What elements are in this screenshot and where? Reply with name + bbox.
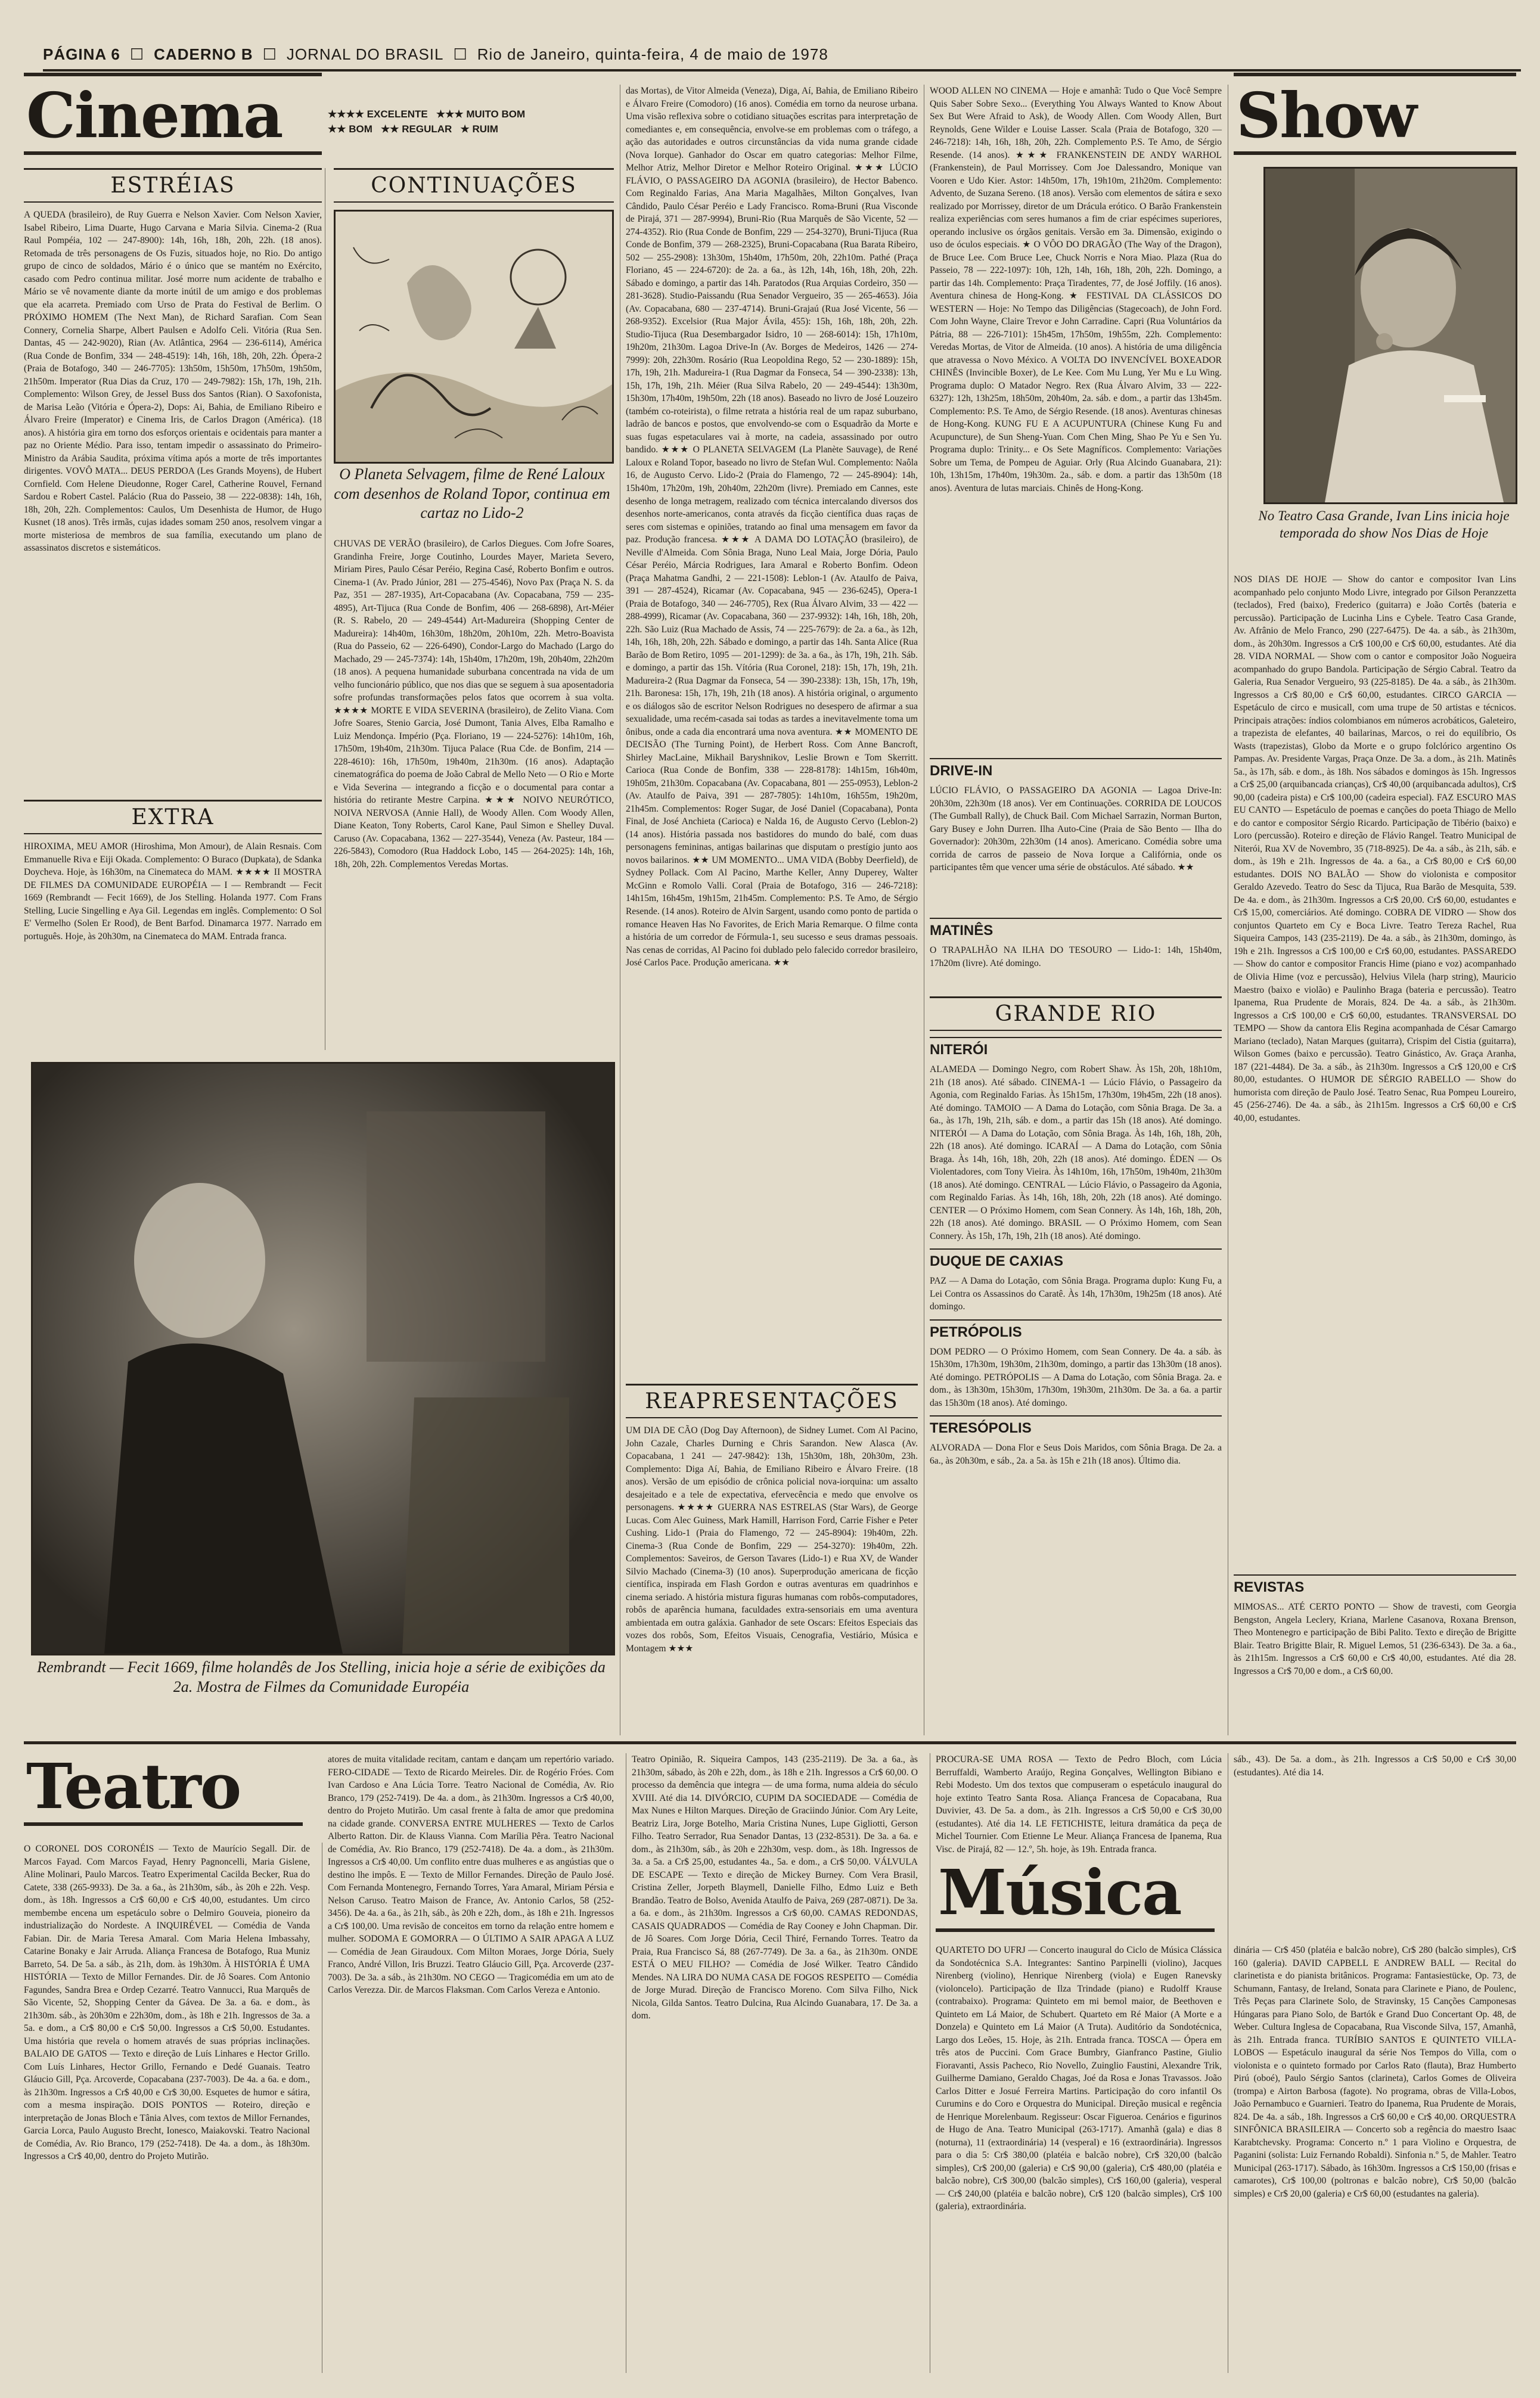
drivein-text: LÚCIO FLÁVIO, O PASSAGEIRO DA AGONIA — Lagoa Drive-In: 20h30m, 22h30m (18 anos). Ver em Continuações. CORRIDA DE LOUCOS (The Gumball Rally), de Chuck Bail. Com Michael Sarrazin, Norman Burton, Gary Busey e John Durren. Ilha Auto-Cine (Praia de São Bento — Ilha do Governador): 20h30m, 22h30m (14 anos). Americano. Comédia sobre uma corrida de carros de passeio de Nova Iorque a Califórnia, onde os participantes têm que vencer uma série de obstáculos. Até sábado. ★★ (930, 785, 1222, 873)
teresopolis-heading: TERESÓPOLIS (930, 1415, 1222, 1437)
reprises-heading: REAPRESENTAÇÕES (626, 1384, 918, 1418)
reprises-text: UM DIA DE CÃO (Dog Day Afternoon), de Sidney Lumet. Com Al Pacino, John Cazale, Charles Durning e Chris Sarandon. New Alasca (Av. Copacabana, 1 241 — 247-9842): 13h, 15h30m, 18h, 20h30m, 23h. Complemento: Diga Aí, Bahia, de Emiliano Ribeiro e Álvaro Freire. (18 anos). Versão de um episódio de crônica policial nova-iorquina: um assalto desajeitado e a tele de expectativa, efervecência e medo que envolve os personagens. ★★★★ GUERRA NAS ESTRELAS (Star Wars), de George Lucas. Com Alec Guiness, Mark Hamill, Harrison Ford, Carrie Fisher e Peter Cushing. Lido-1 (Praia do Flamengo, 72 — 245-8904): 19h40m, 22h. Cinema-3 (Rua Conde de Bonfim, 229 — 254-3270): 19h40m, 22h. Complementos: Saveiros, de Gerson Tavares (Lido-1) e Rua XV, de Wander Silvio Machado (Cinema-3) (10 anos). Superprodução americana de ficção científica, inspirada em Flash Gordon e outras aventuras em quadrinhos e cinema seriado. A história mistura figuras humanas com robôs-computadores, robôs de aparência humana, faculdades extra-sensoriais em uma aventura ambientada em outra galáxia. Ganhador de sete Oscars: Efeitos Especiais das vozes dos robôs, Som, Efeitos Visuais, Cenografia, Vestiário, Música e Montagem ★★★ (626, 1425, 918, 1654)
teatro-title: Teatro (24, 1747, 303, 1826)
grande-rio-heading: GRANDE RIO (930, 996, 1222, 1031)
estreias-heading: ESTRÉIAS (24, 168, 322, 203)
show-column (1234, 573, 1516, 1568)
musica-title: Música (936, 1855, 1215, 1932)
revistas-text: MIMOSAS... ATÉ CERTO PONTO — Show de travesti, com Georgia Bengston, Angela Leclery, Kriana, Marlene Casanova, Roxana Brenson, Theo Montenegro e participação de Bibi Palito. Texto e direção de Brigitte Blair. Teatro Brigitte Blair, R. Miguel Lemos, 51 (236-6343). De 3a. a 6a., às 21h15m. Ingressos a Cr$ 60,00 e Cr$ 40,00, estudantes. Até dia 28. Ingressos a Cr$ 70,00 e dom., a Cr$ 60,00. (1234, 1602, 1516, 1676)
teatro-col-5 (1234, 1753, 1516, 1825)
caxias-heading: DUQUE DE CAXIAS (930, 1248, 1222, 1270)
section-divider (24, 1741, 1516, 1744)
matinees-block (930, 912, 1222, 983)
musica-text-1: QUARTETO DO UFRJ — Concerto inaugural do Ciclo de Música Clássica da Sondotécnica S.A. Integrantes: Santino Parpinelli (violino), Jacques Nirenberg (violino), Henrique Nirenberg (viola) e Eugen Ranevsky (violoncelo). Participação de Ilza Trindade (piano) e Rudolff Krause (contrabaixo). Programa: Quinteto em mi bemol maior, de Beethoven e Quinteto em Lá Maior, de Schubert. Quarteto em Ré Maior (A Morte e a Donzela) e Quinteto em Lá Maior (A Truta). Auditório da Sondotécnica, Largo dos Leões, 15. Hoje, às 21h. Entrada franca. TOSCA — Ópera em três atos de Puccini. Com Grace Bumbry, Gianfranco Pastine, Giulio Fioravanti, Assis Pacheco, Rio Novello, Zuinglio Faustini, Alexandre Trik, Guilherme Damiano, Geraldo Chagas, Joé da Rosa e Jonas Travassos. João Carlos Ditter e Josué Ferreira Martins. Participação do coro infantil Os Curumins e do Coro e Orquestra do Municipal. Direção musical e regência de Henrique Morelenbaum. Regisseur: Oscar Figueroa. Cenários e figurinos de Hugo de Ana. Teatro Municipal (263-1717). Amanhã (gala) e dias 8 (noturna), 11 (extraordinária) 14 (vesperal) e 16 (extraordinária). Ingressos para o dia 5: Cr$ 380,00 (platéia e balcão nobre), Cr$ 320,00 (balcão simples), Cr$ 200,00 (galeria) e Cr$ 90,00 (galeria), Cr$ 480,00 (platéia e balcão nobre), Cr$ 300,00 (balcão simples), Cr$ 160,00 (galeria), vesperal — Cr$ 240,00 (platéia e balcão nobre), Cr$ 120 (balcão simples), Cr$ 100 (galeria), extraordinária. (936, 1945, 1222, 2212)
show-masthead (1234, 73, 1516, 156)
continuacoes-text: CHUVAS DE VERÃO (brasileiro), de Carlos Diegues. Com Jofre Soares, Grandinha Freire, Jorge Coutinho, Lourdes Mayer, Marieta Severo, Miriam Pires, Paulo César Peréio, Regina Casé, Roberto Bonfim e outros. Cinema-1 (Av. Prado Júnior, 281 — 275-4546), Novo Pax (Praça N. S. da Paz, 351 — 287-1935), Art-Copacabana (Av. Copacabana, 759 — 235-4895), Art-Tijuca (Rua Conde de Bonfim, 406 — 268-6898), Art-Méier (R. S. Rabelo, 20 — 249-4544) Art-Madureira (Shopping Center de Madureira): 14h40m, 16h30m, 18h20m, 20h10m, 22h. Metro-Boavista (Rua do Passeio, 62 — 226-6490), Condor-Largo do Machado (Largo do Machado, 29 — 245-7374): 14h, 15h40m, 17h20m, 19h, 20h40m, 22h20m (18 anos). A pequena humanidade suburbana concentrada na vida de um velho funcionário público, que nos dias que se seguem à sua aposentadoria sofre profundas transformações pelos fatos que ocorrem à sua volta. ★★★★ MORTE E VIDA SEVERINA (brasileiro), de Zelito Viana. Com Jofre Soares, Stenio Garcia, José Dumont, Tania Alves, Elba Ramalho e Luiz Mendonça. Império (Pça. Floriano, 19 — 224-5276): 14h10m, 16h, 17h50m, 19h40m, 21h30m. Tijuca Palace (Rua Cde. de Bonfim, 214 — 228-4610): 16h, 17h50m, 19h40m, 21h30m. (16 anos). Adaptação cinematográfica do poema de João Cabral de Mello Neto — O Rio e Morte e Vida Severina — integrando a ficção e o documental para contar a história do retirante Mestre Carpina. ★★★ NOIVO NEURÓTICO, NOIVA NERVOSA (Annie Hall), de Woody Allen. Com Woody Allen, Diane Keaton, Tony Roberts, Carol Kane, Paul Simon e Shelley Duval. Caruso (Av. Copacabana, 1362 — 227-3544), Veneza (Av. Pasteur, 184 — 226-5843), Comodoro (Rua Haddock Lobo, 145 — 264-2025): 14h, 16h, 18h, 20h, 22h. Complementos Veredas Mortas. (334, 539, 614, 869)
estreias-text: A QUEDA (brasileiro), de Ruy Guerra e Nelson Xavier. Com Nelson Xavier, Isabel Ribeiro, Lima Duarte, Hugo Carvana e Maria Silvia. Cinema-2 (Rua Raul Pompéia, 102 — 247-8900): 14h, 16h, 18h, 20h, 22h. (18 anos). Retomada de três personagens de Os Fuzis, situados hoje, no Rio. Do antigo grupo de cinco de soldados, Mário é o único que se mantém no Exército, casado com Pedro continua militar. José morre num acidente de trabalho e Mário se vê novamente diante da morte inútil de um amigo e dos problemas que ela acarreta. Premiado com Urso de Prata do Festival de Berlim. O PRÓXIMO HOMEM (The Next Man), de Richard Sarafian. Com Sean Connery, Cornelia Sharpe, Albert Paulsen e Adolfo Celi. Vitória (Rua Sen. Dantas, 45 — 242-9020), Rian (Av. Atlântica, 2964 — 236-6114), América (Rua Conde de Bonfim, 334 — 248-4519): 14h, 16h, 18h, 20h, 22h. Ópera-2 (Praia de Botafogo, 340 — 246-7705): 13h50m, 15h50m, 17h50m, 19h50m, 21h50m. Imperator (Rua Dias da Cruz, 170 — 249-7982): 15h, 17h, 19h, 21h. Complemento: Wilson Grey, de Jessel Buss dos Santos (Rian). O Saxofonista, de Marisa Leão (Vitória e Ópera-2), Dops: Ai, Bahia, de Emiliano Ribeiro e Álvaro Freire (Imperator) e Cinema Iris, de Carlos Dragon (América). (18 anos). A história gira em torno dos esforços orientais e ocidentais para manter a paz no Oriente Médio. Para isso, tentam impedir o assassinato do Primeiro-Ministro da Arábia Saudita, próxima vítima após a morte de três importantes dirigentes. VOVÔ MATA... DEUS PERDOA (Les Grands Moyens), de Hubert Cornfield. Com Helene Dieudonne, Roger Carel, Catherine Rouvel, Fernand Sardou e Robert Castel. Palácio (Rua do Passeio, 38 — 222-0838): 14h, 16h, 18h, 20h, 22h. Complementos: Caulos, Um Desenhista de Humor, de Hugo Kusnet (18 anos). Três irmãs, cujas idades somam 250 anos, resolvem vingar a morte misteriosa de membros de sua família, executando um plano de assassinatos discretos e sistemáticos. (24, 210, 322, 554)
petropolis-text: DOM PEDRO — O Próximo Homem, com Sean Connery. De 4a. a sáb. às 15h30m, 17h30m, 19h30m, 21h30m, domingo, a partir das 13h30m (18 anos). Até domingo. PETRÓPOLIS — A Dama do Lotação, com Sônia Braga. 2a. e dom., às 13h30m, 15h30m, 17h30m, 19h30m, 21h30m. De 3a. a 6a. a partir das 15h30m (18 anos). Até domingo. (930, 1346, 1222, 1408)
continuacoes-heading: CONTINUAÇÕES (334, 168, 614, 203)
teatro-text-5: sáb., 43). De 5a. a dom., às 21h. Ingressos a Cr$ 50,00 e Cr$ 30,00 (estudantes). Até dia 14. (1234, 1754, 1516, 1778)
musica-text-2: dinária — Cr$ 450 (platéia e balcão nobre), Cr$ 280 (balcão simples), Cr$ 160 (galeria). DAVID CAPBELL E ANDREW BALL — Recital do clarinetista e do pianista britânicos. Programa: Fantasiestücke, Op. 73, de Schumann, Fantasy, de Ireland, Sonata para Clarinete e Piano, de Poulenc, Três Peças para Clarinete Solo, de Stravinsky, 15 Canções Camponesas Húngaras para Piano Solo, de Bartók e Grand Duo Concertant Op. 48, de Weber. Cultura Inglesa de Copacabana, Rua Visconde Silva, 157, Amanhã, às 21h. Entrada franca. TURÍBIO SANTOS E QUINTETO VILLA-LOBOS — Espetáculo inaugural da série Nos Tempos do Villa, com o violonista e o quinteto formado por Carlos Rato (flauta), Braz Humberto Pirú (oboé), Paulo Sérgio Santos (clarineta), Carlos Gomes de Oliveira (trompa) e Airton Barbosa (fagote). No programa, obras de Villa-Lobos, João Pernambuco e Guarnieri. Teatro do Ipanema, Rua Prudente de Morais, 824. De 4a. a sáb., 18h. Ingressos a Cr$ 60,00 e Cr$ 40,00. ORQUESTRA SINFÔNICA BRASILEIRA — Concerto sob a regência do maestro Isaac Karabtchevsky. Programa: Concerto n.º 1 para Violino e Orquestra, de Paganini (solista: Luiz Fernando Robaldi). Sinfonia n.º 5, de Mahler. Teatro Municipal (263-1717). Sábado, às 16h30m. Ingressos a Cr$ 150,00 (frisas e camarotes), Cr$ 100,00 (poltronas e balcão nobre), Cr$ 50,00 (balcão simples) e Cr$ 20,00 (galeria) e Cr$ 60,00 (estudantes na galeria). (1234, 1945, 1516, 2199)
teatro-col-3 (632, 1753, 918, 2373)
extra-text: HIROXIMA, MEU AMOR (Hiroshima, Mon Amour), de Alain Resnais. Com Emmanuelle Riva e Eiji Okada. Complemento: O Buraco (Dupkata), de Sdanka Doycheva. Hoje, às 16h30m, na Cinemateca do MAM. ★★★★ II MOSTRA DE FILMES DA COMUNIDADE EUROPÉIA — I — Rembrandt — Fecit 1669 (Rembrandt — Fecit 1669), de Jos Stelling. Holanda 1977. Com Frans Stelling, Lucie Singelling e Aya Gil. Legendas em inglês. Complemento: O Sol E' Vermelho (Solen Er Rood), de Bent Barfod. Dinamarca 1977. Narrado em português. Hoje, às 20h30m, na Cinemateca do MAM. Entrada franca. (24, 841, 322, 942)
reprises-column (626, 1384, 918, 1741)
extra-column (24, 800, 322, 1032)
ivan-lins-photo (1263, 167, 1517, 504)
revistas-heading: REVISTAS (1234, 1574, 1516, 1596)
teatro-col-2 (328, 1753, 614, 2373)
niteroi-heading: NITERÓI (930, 1037, 1222, 1058)
planeta-caption: O Planeta Selvagem, filme de René Laloux com desenhos de Roland Topor, continua em cartaz no Lido-2 (334, 465, 610, 521)
extra-heading: EXTRA (24, 800, 322, 834)
teatro-text-2: atores de muita vitalidade recitam, cantam e dançam um repertório variado. FERO-CIDADE — Texto de Ricardo Meireles. Dir. de Rogério Fróes. Com Ivan Cardoso e Ana Lúcia Torre. Teatro Nacional de Comédia, Av. Rio Branco, 179 (252-7419). De 4a. a dom., às 21h30m. Ingressos a Cr$ 40,00, dentro do Projeto Mutirão. Um casal frente à falta de amor que predomina na cidade grande. CONVERSA ENTRE MULHERES — Texto de Carlos Alberto Ratton. Dir. de Klauss Vianna. Com Marília Pêra. Teatro Nacional de Comédia, Av. Rio Branco, 179 (252-7418). De 4a. a dom., às 21h30m. Ingressos a Cr$ 40,00. Um conflito entre duas mulheres e as angústias que o destino lhe impôs. E — Texto de Millor Fernandes. Direção de Paulo José. Com Fernanda Montenegro, Fernando Torres, Yara Amaral, Miriam Pérsia e Nelson Caruso. Teatro Maison de France, Av. Antonio Carlos, 58 (252-3456). De 4a. a 6a., às 21h, sáb., às 20h e 22h, dom., às 18h e 21h. Ingressos a Cr$ 100,00. Uma revisão de conceitos em torno da relação entre homem e mulher. SODOMA E GOMORRA — O ÚLTIMO A SAIR APAGA A LUZ — Comédia de Jean Giraudoux. Com Milton Moraes, Jorge Dória, Suely Franco, André Villon, Iris Bruzzi. Teatro Gláucio Gill, Pça. Arcoverde (237-7003). De 3a. a sáb., às 21h30m. NO CEGO — Tragicomédia em um ato de Carlos Verezza. Dir. de Marcos Flaksman. Com Carlos Vereza e Antonio. (328, 1754, 614, 1996)
page-number: PÁGINA 6 (43, 45, 120, 63)
teresopolis-text: ALVORADA — Dona Flor e Seus Dois Maridos, com Sônia Braga. De 2a. a 6a., às 20h30m, e sáb., 2a. a 5a. às 15h e 21h (18 anos). Último dia. (930, 1443, 1222, 1466)
section-name: CADERNO B (154, 45, 253, 63)
revistas-block (1234, 1568, 1516, 1735)
column3-text: das Mortas), de Vitor Almeida (Veneza), Diga, Aí, Bahia, de Emiliano Ribeiro e Álvaro Freire (Comodoro) (16 anos). Comédia em torno da neurose urbana. Uma visão reflexiva sobre o cotidiano situações escritas para interpretação de comediantes e, em consequência, envolve-se em problemas com o tráfego, a ação das autoridades e outros circunstâncias da vida numa grande cidade (Nova Iorque). Ganhador do Oscar em quatro categorias: Melhor Filme, Melhor Atriz, Melhor Diretor e Melhor Roteiro Original. ★★★ LÚCIO FLÁVIO, O PASSAGEIRO DA AGONIA (brasileiro), de Hector Babenco. Com Reginaldo Farias, Ana Maria Magalhães, Milton Gonçalves, Ivan Cândido, Paulo César Peréio e Lady Francisco. Roma-Bruni (Rua Visconde de Pirajá, 371 — 287-9994), Bruni-Rio (Rua Marquês de São Vicente, 52 — 274-4352). Rio (Rua Conde de Bonfim, 229 — 254-3270), Bruni-Tijuca (Rua Conde de Bonfim, 379 — 268-2325), Bruni-Copacabana (Rua Barata Ribeiro, 502 — 255-2908): 13h30m, 15h40m, 17h50m, 20h, 22h10m. Pathé (Praça Floriano, 45 — 224-6720): de 2a. a 6a., às 12h, 14h, 16h, 18h, 20h, 22h. Sábado e domingo, a partir das 14h. Paratodos (Rua Arquias Cordeiro, 350 — 281-3628). Studio-Paissandu (Rua Senador Vergueiro, 35 — 265-4653). Jóia (Av. Copacabana, 680 — 237-4714). Bruni-Grajaú (Rua José Vicente, 56 — 268-9352). Excelsior (Rua Major Ávila, 455): 15h, 16h, 18h, 20h, 22h. Studio-Tijuca (Rua Desembargador Isidro, 10 — 268-6014): 15h, 17h10m, 19h20m, 21h30m. Lagoa Drive-In (Av. Borges de Medeiros, 1426 — 274-7999): 20h, 22h30m. Rosário (Rua Leopoldina Rego, 52 — 230-1889): 15h, 17h, 19h, 21h. Madureira-1 (Rua Dagmar da Fonseca, 54 — 390-2338): 13h, 15h, 17h, 19h, 21h. Méier (Rua Silva Rabelo, 20 — 249-4544): 13h30m, 15h30m, 17h40m, 19h50m, 22h (18 anos). Baseado no livro de José Louzeiro (também co-roteirista), o filme retrata a história real de um rapaz suburbano, ladrão de bancos e postos, que envolvendo-se com o Esquadrão da Morte e suas fugas espetaculares vai à morte, na cadeia, assassinado por outro bandido. ★★★ O PLANETA SELVAGEM (La Planète Sauvage), de René Laloux e Roland Topor, baseado no livro de Stefan Wul. Complemento: Naôla 16, de Augusto Cervo. Lido-2 (Praia do Flamengo, 72 — 245-8904): 14h, 15h40m, 17h20m, 19h, 20h40m, 22h20m (livre). Premiado em Cannes, este desenho de longa metragem, realizado com técnica intercalando diversos dos desenhos norte-americanos, conta através da ficção científica duas raças de seres com sistemas e opiniões, tratando ao final uma mensagem em favor da paz. Produção francesa. ★★★ A DAMA DO LOTAÇÃO (brasileiro), de Neville d'Almeida. Com Sônia Braga, Nuno Leal Maia, Jorge Dória, Paulo César Peréio, Márcia Rodrigues, Iara Amaral e Roberto Bonfim. Odeon (Praça Mahatma Gandhi, 2 — 221-1508): Leblon-1 (Av. Ataulfo de Paiva, 391 — 287-4524), Ricamar (Av. Copacabana, 945 — 236-6245), Opera-1 (Praia de Botafogo, 340 — 246-7705), Rex (Rua Álvaro Alvim, 33 — 422 — 288-4999), Ricamar (Av. Copacabana, 360 — 237-9932): 14h, 16h, 18h, 20h, 22h. São Luiz (Rua Machado de Assis, 74 — 225-7679): de 2a. a 6a., às 12h, 14h, 16h, 18h, 20h, 22h. Sábado e domingo, a partir das 14h. Santa Alice (Rua Barão de Bom Retiro, 1095 — 201-1299): de 3a. a 6a., às 17h, 19h, 21h. Sáb. e domingo, a partir das 15h. Vítória (Rua Coronel, 218): 15h, 17h, 19h, 21h. Madureira-2 (Rua Dagmar da Fonseca, 54 — 390-2338): 13h, 15h, 17h, 19h, 21h. Baronesa: 15h, 17h, 19h, 21h (18 anos). A história original, o argumento e os diálogos são de escritor Nelson Rodrigues no desespero de afirmar a sua sexualidade, uma recém-casada sai todas as tardes a inevitavelmente toma um ônibus, onde a cada dia encontrará uma nova aventura. ★★ MOMENTO DE DECISÃO (The Turning Point), de Herbert Ross. Com Anne Bancroft, Shirley MacLaine, Mikhail Baryshnikov, Leslie Brown e Tom Skerritt. Carioca (Rua Conde de Bonfim, 338 — 228-8178): 14h15m, 16h40m, 19h05m, 21h30m. Copacabana (Av. Copacabana, 801 — 255-0953), Leblon-2 (Av. Ataulfo de Paiva, 391 — 287-7805): 14h10m, 16h55m, 19h20m, 21h45m. Complementos: Roger Sugar, de José Daniel (Copacabana), Ponta Final, de José Anchieta (Carioca) e Nalda 16, de Augusto Cervo (Leblon-2) (14 anos). História passada nos bastidores do mundo do balé, com duas personagens femininas, antigas bailarinas que disputam o prestígio junto aos novos bailarinos. ★★ UM MOMENTO... UMA VIDA (Bobby Deerfield), de Sydney Pollack. Com Al Pacino, Marthe Keller, Anny Duperey, Walter McGinn e Romolo Valli. Coral (Praia de Botafogo, 316 — 246-7218): 14h15m, 16h45m, 19h15m, 21h45m. Complemento: P.S. Te Amo, de Sérgio Resende. (14 anos). Roteiro de Alvin Sargent, usando como ponto de partida o romance Heaven Has No Favorites, de Erich Maria Remarque. O filme conta a história de um corredor de Fórmula-1, seu sucesso e seus dramas pessoais. Nas cenas de corridas, Al Pacino foi dublado pelo falecido corredor brasileiro, José Carlos Pace. Produção americana. ★★ (626, 86, 918, 968)
cinema-masthead (24, 73, 322, 156)
rembrandt-caption: Rembrandt — Fecit 1669, filme holandês de Jos Stelling, inicia hoje a série de exibições da 2a. Mostra de Filmes da Comunidade Européia (37, 1658, 606, 1695)
column4-text: WOOD ALLEN NO CINEMA — Hoje e amanhã: Tudo o Que Você Sempre Quis Saber Sobre Sexo... (Everything You Always Wanted to Know About Sex But Were Afraid to Ask), de Woody Allen. Com Woody Allen, Burt Reynolds, Gene Wilder e Louise Lasser. Scala (Praia de Botafogo, 320 — 246-7218): 14h, 16h, 18h, 20h, 22h. Complemento P.S. Te Amo, de Sérgio Resende. (14 anos). ★★★ FRANKENSTEIN DE ANDY WARHOL (Frankenstein), de Paul Morrissey. Com Joe Dalessandro, Monique van Vooren e Udo Kier. Astor: 14h50m, 17h, 19h10m, 21h20m. Complemento: Advento, de Suzana Sereno. (18 anos). Versão com elementos de sátira e sexo realizado por Morrissey, diretor de um Drácula erótico. O Barão Frankenstein realiza experiências com seres humanos a fim de criar espécimes superiores, operando inclusive os órgãos genitais. Versão em 3a. Dimensão, exigindo o uso de óculos especiais. ★ O VÔO DO DRAGÃO (The Way of the Dragon), de Bruce Lee. Com Bruce Lee, Chuck Norris e Nora Miao. Plaza (Rua do Passeio, 78 — 222-1097): 10h, 12h, 14h, 16h, 18h, 20h, 22h. Domingo, a partir das 14h. Complemento: Praça Tiradentes, 77, de José Joffily. (16 anos). Aventura chinesa de Hong-Kong. ★ FESTIVAL DA CLÁSSICOS DO WESTERN — Hoje: No Tempo das Diligências (Stagecoach), de John Ford. Com John Wayne, Claire Trevor e John Carradine. Capri (Rua Voluntários da Pátria, 88 — 226-7101): 15h45m, 17h50m, 19h55m, 22h. Complemento: Veredas Mortas, de Vitor de Almeida. (10 anos). A história de uma diligência que atravessa o Novo México. A VOLTA DO INVENCÍVEL BOXEADOR CHINÊS (Invincible Boxer), de Le Kee. Com Mu Lung, Yer Mu e Lu Wing. Programa duplo: O Matador Negro. Rex (Rua Álvaro Alvim, 33 — 222-6327): 12h, 13h25m, 18h50m, 20h40m, 2a. sáb. e dom., a partir das 13h45m. Complemento: P.S. Te Amo, de Sérgio Resende. (18 anos). Aventuras chinesas de Hong-Kong. KUNG FU E A ACUPUNTURA (Chinese Kung Fu and Acupuncture), de Sun Sheng-Yuan. Com Chen Ming, Shao Pe Yu e Sen Yu. Programa duplo: Trinity... e Os Sete Magníficos. Complemento: Variações Sobre um Tema, de Pompeu de Aguiar. Orly (Rua Alcindo Guanabara, 21): 10h, 13h15m, 17h40m, 19h30m. 2a., sáb. e dom. a partir das 13h50m (18 anos). Aventura de lutas marciais. Chinês de Hong-Kong. (930, 86, 1222, 493)
drivein-block (930, 752, 1222, 907)
niteroi-text: ALAMEDA — Domingo Negro, com Robert Shaw. Às 15h, 20h, 18h10m, 21h (18 anos). Até sábado. CINEMA-1 — Lúcio Flávio, o Passageiro da Agonia, com Reginaldo Farias. Às 15h15m, 17h30m, 19h45m, 22h (18 anos). Até domingo. TAMOIO — A Dama do Lotação, com Sônia Braga. De 3a. a 6a., às 17h, 19h, 21h, sáb. e dom., a partir das 15h (18 anos). Até domingo. NITERÓI — A Dama do Lotação, com Sônia Braga. Às 14h, 16h, 18h, 20h, 22h (18 anos). Até domingo. ICARAÍ — A Dama do Lotação, com Sônia Braga. Às 14h, 16h, 18h, 20h, 22h (18 anos). Até domingo. ÉDEN — Os Violentadores, com Tony Vieira. Às 14h10m, 16h, 17h50m, 19h40m, 21h30m (18 anos). Até domingo. CENTRAL — Lúcio Flávio, o Passageiro da Agonia, com Reginaldo Farias. Às 14h, 16h, 18h, 20h, 22h (18 anos). Até domingo. CENTER — O Próximo Homem, com Sean Connery. Às 14h, 16h, 18h, 20h, 22h (18 anos). Até domingo. BRASIL — O Próximo Homem, com Sean Connery. Às 15h, 17h, 19h, 21h (18 anos). Até domingo. (930, 1064, 1222, 1241)
rating-legend: ★★★★ EXCELENTE ★★★ MUITO BOM ★★ BOM ★★ REGULAR ★ RUIM (328, 108, 526, 135)
teatro-text-1: O CORONEL DOS CORONÉIS — Texto de Maurício Segall. Dir. de Marcos Fayad. Com Marcos Fayad, Henry Pagnoncelli, Maria Gislene, Aline Molinari, Paulo Marcos. Teatro Experimental Cacilda Becker, Rua do Catete, 338 (265-9933). De 3a. a 6a., às 21h30m, sáb., às 20h e 22h. Vesp. dom., às 18h. Ingressos a Cr$ 60,00 e Cr$ 40,00, estudantes. Um circo membembe encena um espetáculo sobre o Delmiro Gouveia, pioneiro da industrialização do Nordeste. A INQUIRÉVEL — Comédia de Vanda Fabian. Dir. de Maria Teresa Amaral. Com Maria Helena Imbassahy, Catarine Bonaky e Jair Arruda. Aliança Francesa de Botafogo, Rua Muniz Barreto, 54. De 5a. a sáb., às 21h, dom. às 19h30m. À HISTÓRIA É UMA HISTÓRIA — Texto de Millor Fernandes. Dir. de Jô Soares. Com Antonio Fagundes, Sandra Brea e Ordep Cezarré. Teatro Vannucci, Rua Marquês de São Vicente, 52, Shopping Center da Gávea. De 3a. a 6a. e dom., às 21h30m. sáb., às 20h30m e 22h30m, dom., às 18h e 21h. Ingressos de 3a. a 5a. e dom., a Cr$ 80,00 e Cr$ 50,00. Ingressos a Cr$ 50,00. Estudantes. Uma história que revela o homem através de suas próprias inclinações. BALAIO DE GATOS — Texto e direção de Luís Linhares e Hector Grillo. Com Luís Linhares, Hector Grillo, Fernando e Dedé Guanais. Teatro Gláucio Gill, Pça. Arcoverde, Copacabana (237-7003). De 4a. a 6a. e dom., às 21h30m. Ingressos a Cr$ 40,00 e Cr$ 30,00. Esquetes de humor e sátira, com a mesma inspiração. DOIS PONTOS — Roteiro, direção e interpretação de Jonas Bloch e Tânia Alves, com textos de Millor Fernandes, Garcia Lorca, Paulo Augusto Brecht, Ionesco, Maiakovski. Teatro Nacional de Comédia, Av. Rio Branco, 179 (252-7418). De 4a. a dom., às 18h30m. Ingressos a Cr$ 40,00, dentro do Projeto Mutirão. (24, 1844, 310, 2162)
matinees-text: O TRAPALHÃO NA ILHA DO TESOURO — Lido-1: 14h, 15h40m, 17h20m (livre). Até domingo. (930, 945, 1222, 968)
planeta-selvagem-image (334, 210, 614, 464)
planeta-illustration (336, 212, 612, 462)
matinees-heading: MATINÊS (930, 918, 1222, 939)
petropolis-heading: PETRÓPOLIS (930, 1319, 1222, 1341)
musica-masthead (936, 1855, 1516, 1938)
drivein-heading: DRIVE-IN (930, 758, 1222, 779)
cinema-column-4 (930, 85, 1222, 752)
teatro-col-4 (936, 1753, 1222, 1855)
grande-rio-block (930, 996, 1222, 1735)
estreias-column (24, 168, 322, 812)
cinema-column-3 (626, 85, 918, 1378)
continuacoes-column (334, 538, 614, 1062)
ivan-lins-figure (1265, 169, 1516, 502)
teatro-text-3: Teatro Opinião, R. Siqueira Campos, 143 (235-2119). De 3a. a 6a., às 21h30m, sábado, às 20h e 22h, dom., às 18h e 21h. Ingressos a Cr$ 60,00. O processo da demência que integra — de uma forma, numa aldeia do século XVIII. Até dia 14. DIVÓRCIO, CUPIM DA SOCIEDADE — Comédia de Max Nunes e Hilton Marques. Direção de Graciindo Júnior. Com Ary Leite, Beatriz Lira, Jorge Botelho, Maria Cristina Nunes, Lupe Gigliotti, Gerson Filho. Teatro Serrador, Rua Senador Dantas, 13 (232-8531). De 3a. a 6a. e dom., às 21h30m, sáb., às 20h e 22h30m, vesp. dom., às 18h. Ingressos de 3a. a 5a. a Cr$ 25,00, estudantes 4a., 5a. e dom., a Cr$ 50,00. VÁLVULA DE ESCAPE — Texto e direção de Mickey Burney. Com Vera Brasil, Cristina Zeller, Jorpeth Blaymell, Danielle Filho, Edmo Luiz e Beth Brandão. Teatro de Bolso, Avenida Ataulfo de Paiva, 269 (287-0871). De 3a. a 6a. e dom., às 21h30m. Ingressos a Cr$ 60,00. CAMAS REDONDAS, CASAIS QUADRADOS — Comédia de Ray Cooney e John Chapman. Dir. de Jô Soares. Com Jorge Dória, Cecil Thiré, Fernando Torres. Teatro da Praia, Rua Francisco Sá, 88 (267-7749). De 3a. a 6a., às 21h30m. ONDE ESTÁ O MEU FILHO? — Comédia de José Wilker. Teatro Cândido Mendes. NA LIRA DO NUMA CASA DE FOGOS RESPEITO — Comédia de Jorge Murad. Direção de Francisco Moreno. Com Silva Filho, Nick Nicola, Gilda Santos. Teatro Dulcina, Rua Alcindo Guanabara, 17. De 3a. a dom. (632, 1754, 918, 2021)
paper-name: JORNAL DO BRASIL (286, 45, 444, 63)
rembrandt-photo (31, 1062, 615, 1655)
teatro-col-1 (24, 1843, 310, 2373)
rembrandt-figure (33, 1064, 613, 1654)
cinema-title: Cinema (24, 73, 322, 155)
musica-col-2 (1234, 1944, 1516, 2373)
place-date: Rio de Janeiro, quinta-feira, 4 de maio de 1978 (477, 45, 828, 63)
running-head: PÁGINA 6 ☐ CADERNO B ☐ JORNAL DO BRASIL ☐ Rio de Janeiro, quinta-feira, 4 de maio de 1978 (43, 39, 1521, 72)
show-title: Show (1234, 73, 1516, 155)
show-text: NOS DIAS DE HOJE — Show do cantor e compositor Ivan Lins acompanhado pelo conjunto Modo Livre, integrado por Gilson Peranzzetta (teclados), Fred (baixo), Frederico (guitarra) e João Cortês (bateria e percussão). Participação de Lucinha Lins e Cybele. Teatro Casa Grande, Av. Afrânio de Melo Franco, 290 (227-6475). De 4a. a sáb., às 21h30m, dom., às 20h30m. Ingressos a Cr$ 100,00 e Cr$ 60,00, estudantes. Até dia 28. VIDA NORMAL — Show com o cantor e compositor João Nogueira acompanhado do grupo Bandola. Participação de Sérgio Cabral. Teatro da Galeria, Rua Senador Vergueiro, 93 (225-8185). De 4a. a sáb., às 21h30m. Ingressos a Cr$ 80,00 e Cr$ 60,00, estudantes. CIRCO GARCIA — Espetáculo de circo e musicall, com uma trupe de 50 artistas e técnicos. Principais atrações: índios colombianos em números acrobáticos, Galeteiro, a trapezista de elefantes, 40 bailarinas, Marcos, o rei do equilíbrio, Os Wasts (trapezistas), Globo da Morte e o grupo folclórico argentino Os Pampas. Av. Presidente Vargas, Praça Onze. De 3a. a dom., às 21h. Matinês 5a., às 17h, sáb. e dom., às 18h. Nos sábados e domingos às 15h. Ingressos a Cr$ 25,00 (arquibancada crianças), Cr$ 40,00 (arquibancada adultos), Cr$ 90,00 (cadeira pista) e Cr$ 100,00 (cadeira especial). FAZ ESCURO MAS EU CANTO — Espetáculo de poemas e canções do poeta Thiago de Mello e do cantor e compositor Sérgio Ricardo. Participação de Tibério (baixo) e Loro (percussão). Roteiro e direção de Flávio Rangel. Teatro Municipal de Niterói, Rua XV de Novembro, 35 (718-8925). De 4a. a sáb., às 21h, sáb. e dom., às 19h e 21h. Ingressos de 4a. a 6a., a Cr$ 80,00 e Cr$ 60,00 estudantes. DOIS NO BALÃO — Show do violonista e compositor Geraldo Azevedo. Teatro do Sesc da Tijuca, Rua Barão de Mesquita, 539. De 4a. e dom., às 21h30m. Ingressos a Cr$ 20,00. Cr$ 60,00, estudantes e Cr$ 15,00, comerciários. Até domingo. COBRA DE VIDRO — Show dos conjuntos Quarteto em Cy e Boca Livre. Teatro Tereza Rachel, Rua Siqueira Campos, 143 (235-2119). De 4a. a sáb., às 21h30m, domingo, às 19h e 21h. Ingressos a Cr$ 100,00 e Cr$ 60,00, estudantes. PASSAREDO — Show do cantor e compositor Francis Hime (piano e voz) acompanhado de Olivia Hime (voz e percussão), Helvius Vilela (harp string), Mauricio Maestro (baixo e violão) e Paulinho Braga (bateria e percussão). Teatro Ipanema, Rua Prudente de Morais, 824. De 4a. a sáb., às 21h30m. Ingressos a Cr$ 100,00 e Cr$ 60,00, estudantes. TRANSVERSAL DO TEMPO — Show da cantora Elis Regina acompanhada de César Camargo Mariano (teclado), Natan Marques (guitarra), Crispim del Cistia (guitarra), Wilson Gomes (baixo e percussão). Teatro Ginástico, Av. Graça Aranha, 187 (221-4484). De 3a. a sáb., às 21h30m. Ingressos a Cr$ 120,00 e Cr$ 80,00, estudantes. O HUMOR DE SÉRGIO RABELLO — Show do humorista com direção de Paulo José. Teatro Senac, Rua Pompeu Loureiro, 45 (256-2746). De 4a. a sáb., às 21h15m. Ingressos a Cr$ 60,00 e Cr$ 40,00, estudantes. (1234, 574, 1516, 1123)
teatro-text-4: PROCURA-SE UMA ROSA — Texto de Pedro Bloch, com Lúcia Berruffaldi, Wamberto Araújo, Regina Gonçalves, Wellington Bibiano e Rebi Modesto. Um dos textos que compuseram o espetáculo inaugural do hoje extinto Teatro Santa Rosa. Aliança Francesa de Copacabana, Rua Duvivier, 43. De 5a. a dom., às 21h. Ingressos a Cr$ 50,00 e Cr$ 30,00 (estudantes). Até dia 14. LE FETICHISTE, leitura dramática da peça de Michel Tournier. Com Etienne Le Meur. Aliança Francesa de Ipanema, Rua Visc. de Pirajá, 82 — 12.º, 5h. hoje, às 19h. Entrada franca. (936, 1754, 1222, 1855)
musica-col-1 (936, 1944, 1222, 2373)
caxias-text: PAZ — A Dama do Lotação, com Sônia Braga. Programa duplo: Kung Fu, a Lei Contra os Assassinos do Caratê. Às 14h, 17h30m, 19h25m (18 anos). Até domingo. (930, 1276, 1222, 1312)
continuacoes-header (334, 168, 614, 204)
ivan-caption: No Teatro Casa Grande, Ivan Lins inicia hoje temporada do show Nos Dias de Hoje (1258, 508, 1510, 541)
